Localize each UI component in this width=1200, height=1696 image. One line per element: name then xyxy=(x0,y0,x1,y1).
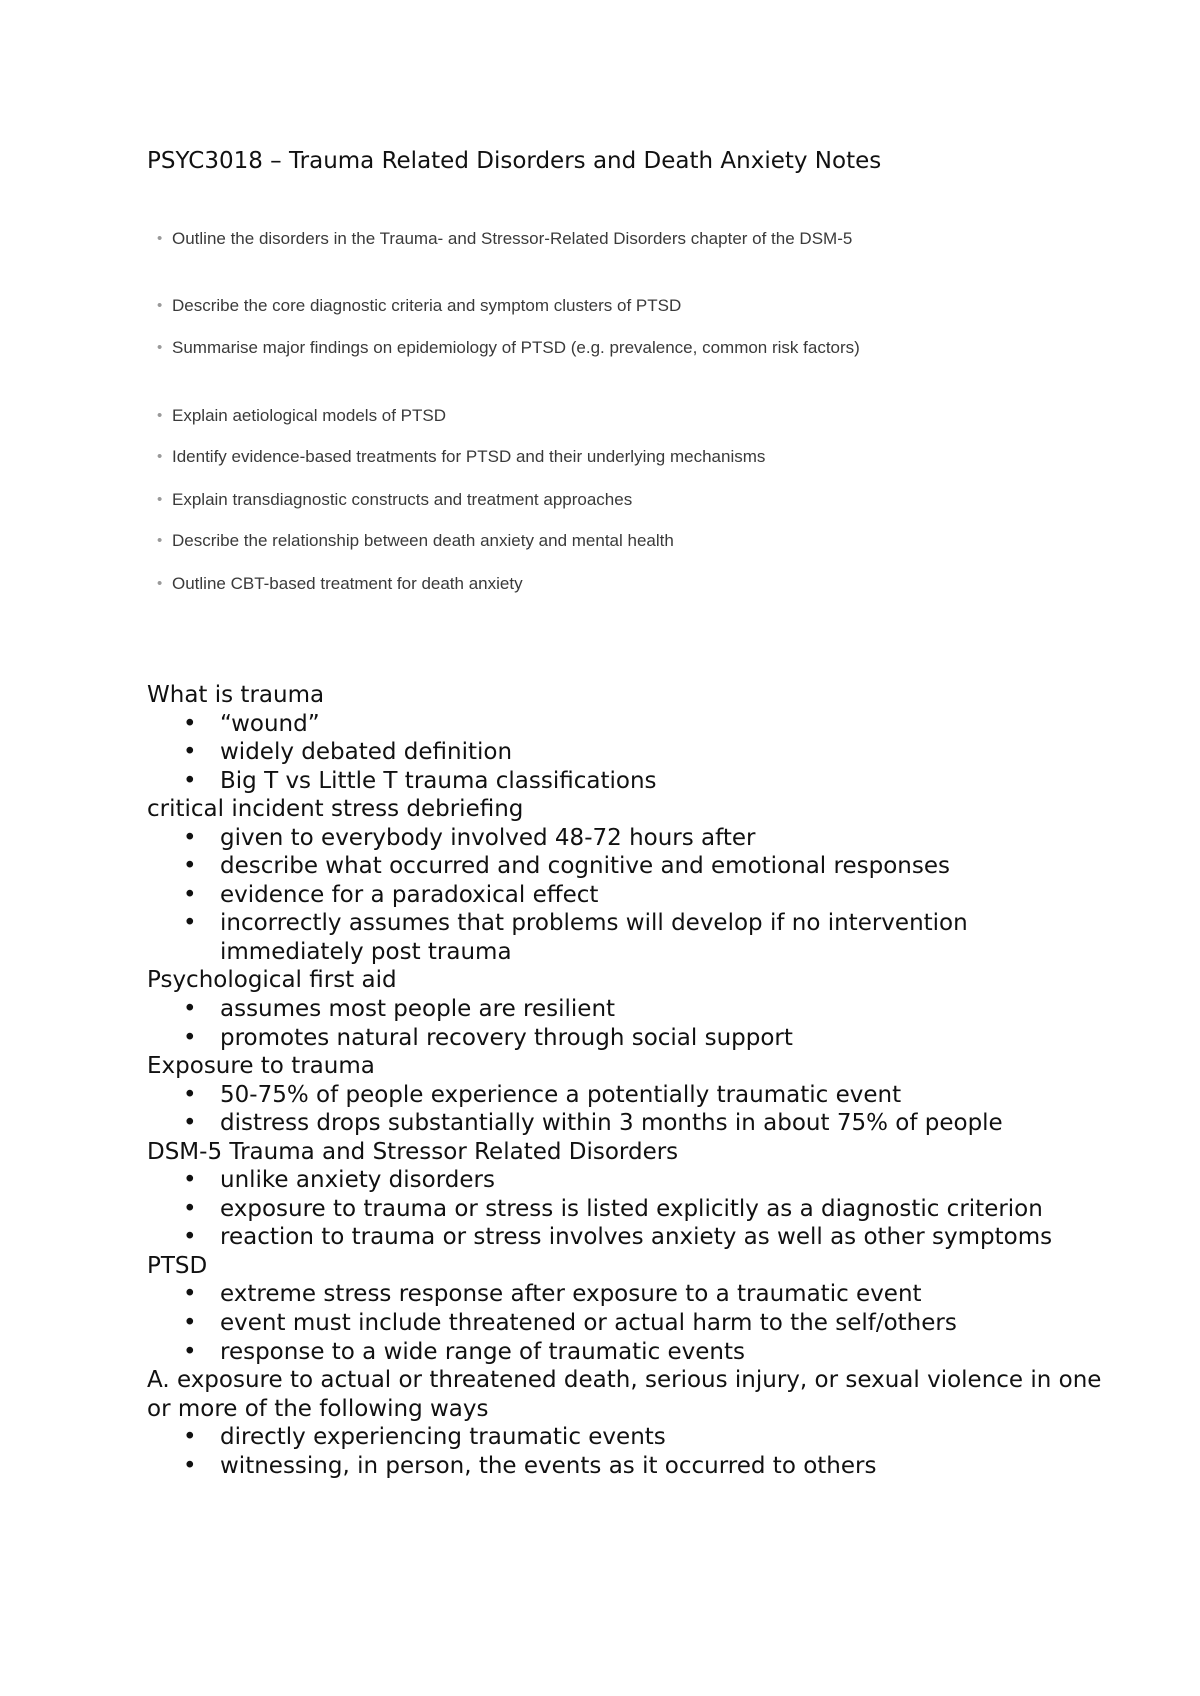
bullet-list xyxy=(147,1280,1107,1366)
bullet-list xyxy=(147,1166,1107,1252)
list-item: • response to a wide range of traumatic events xyxy=(147,1338,1107,1367)
list-item: • incorrectly assumes that problems will develop if no intervention immediately post trauma xyxy=(147,909,1107,966)
objective-item: • Outline CBT-based treatment for death anxiety xyxy=(155,571,915,601)
list-item: • reaction to trauma or stress involves anxiety as well as other symptoms xyxy=(147,1223,1107,1252)
bullet-list xyxy=(147,710,1107,796)
section-ptsd xyxy=(147,1252,1107,1366)
list-item: • promotes natural recovery through social support xyxy=(147,1024,1107,1053)
list-item: • Big T vs Little T trauma classifications xyxy=(147,767,1107,796)
list-item: • “wound” xyxy=(147,710,1107,739)
list-item: • witnessing, in person, the events as it occurred to others xyxy=(147,1452,1107,1481)
objective-item: • Summarise major findings on epidemiology of PTSD (e.g. prevalence, common risk factors) xyxy=(155,335,915,403)
list-item: • given to everybody involved 48-72 hours after xyxy=(147,824,1107,853)
list-item: • directly experiencing traumatic events xyxy=(147,1423,1107,1452)
list-item: • describe what occurred and cognitive and emotional responses xyxy=(147,852,1107,881)
section-heading: What is trauma xyxy=(147,682,325,708)
section-heading: critical incident stress debriefing xyxy=(147,796,524,823)
section-dsm5-disorders xyxy=(147,1138,1107,1252)
section-heading: Psychological first aid xyxy=(147,967,397,994)
section-criterion-a xyxy=(147,1366,1107,1480)
list-item: • distress drops substantially within 3 months in about 75% of people xyxy=(147,1109,1107,1138)
objective-item: • Identify evidence-based treatments for PTSD and their underlying mechanisms xyxy=(155,444,915,487)
objective-item: • Outline the disorders in the Trauma- and Stressor-Related Disorders chapter of the DSM-5 xyxy=(155,226,915,293)
section-heading: A. exposure to actual or threatened death, serious injury, or sexual violence in one or more of the following ways xyxy=(147,1367,1102,1422)
list-item: • assumes most people are resilient xyxy=(147,995,1107,1024)
bullet-list xyxy=(147,1423,1107,1480)
section-heading: PTSD xyxy=(147,1252,208,1279)
section-heading: Exposure to trauma xyxy=(147,1053,375,1080)
objective-item: • Describe the relationship between death anxiety and mental health xyxy=(155,528,915,571)
bullet-list xyxy=(147,995,1107,1052)
learning-objectives-list xyxy=(155,226,915,601)
section-what-is-trauma xyxy=(147,681,1107,795)
list-item: • 50-75% of people experience a potentially traumatic event xyxy=(147,1081,1107,1110)
bullet-list xyxy=(147,824,1107,967)
list-item: • extreme stress response after exposure to a traumatic event xyxy=(147,1280,1107,1309)
list-item: • event must include threatened or actual harm to the self/others xyxy=(147,1309,1107,1338)
section-psychological-first-aid xyxy=(147,966,1107,1052)
list-item: • evidence for a paradoxical effect xyxy=(147,881,1107,910)
section-heading: DSM-5 Trauma and Stressor Related Disorders xyxy=(147,1138,679,1165)
list-item: • widely debated definition xyxy=(147,738,1107,767)
section-critical-incident-debriefing xyxy=(147,795,1107,966)
bullet-list xyxy=(147,1081,1107,1138)
section-exposure-to-trauma xyxy=(147,1052,1107,1138)
list-item: • exposure to trauma or stress is listed explicitly as a diagnostic criterion xyxy=(147,1195,1107,1224)
list-item: • unlike anxiety disorders xyxy=(147,1166,1107,1195)
notes-body xyxy=(147,681,1107,1480)
objective-item: • Explain transdiagnostic constructs and treatment approaches xyxy=(155,487,915,528)
objective-item: • Describe the core diagnostic criteria and symptom clusters of PTSD xyxy=(155,293,915,335)
objective-item: • Explain aetiological models of PTSD xyxy=(155,403,915,444)
document-title: PSYC3018 – Trauma Related Disorders and Death Anxiety Notes xyxy=(147,148,882,174)
